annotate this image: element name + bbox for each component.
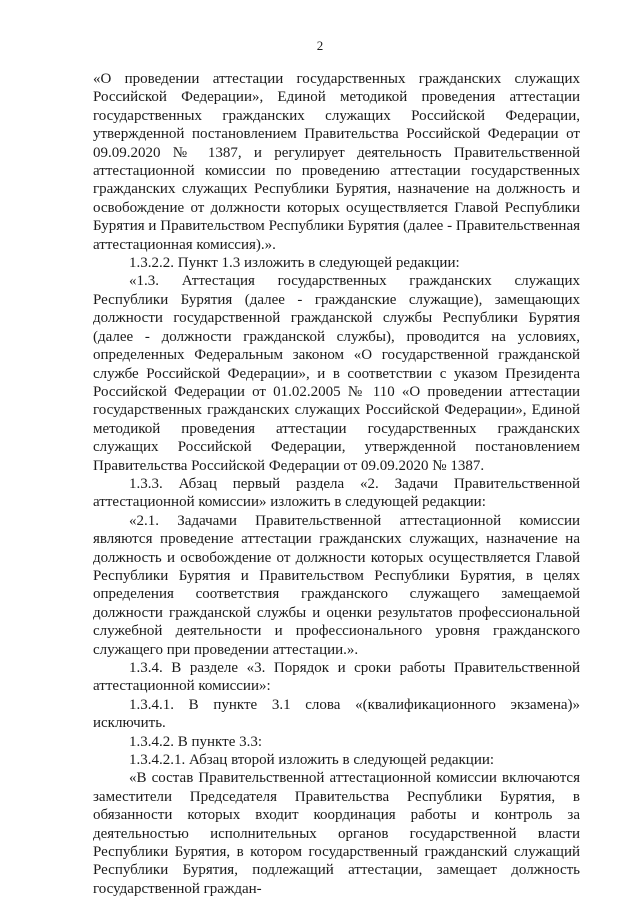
paragraph-quote-1-3: «1.3. Аттестация государственных гражданских служащих Республики Бурятия (далее - гражданские служащие), замещающих должности государственной гражданской службы Республики Бурятия (далее - должности гражданской службы), проводится на условиях, определенных Федеральным законом «О государственной гражданской службе Российской Федерации», и в соответствии с указом Президента Российской Федерации от 01.02.2005 № 110 «О проведении аттестации государственных гражданских служащих Российской Федерации», Единой методикой проведения аттестации государственных гражданских служащих Российской Федерации, утвержденной постановлением Правительства Российской Федерации от 09.09.2020 № 1387. (93, 273, 580, 474)
paragraph-quote-composition: «В состав Правительственной аттестационной комиссии включаются заместители Председателя Правительства Республики Бурятия, в обязанности которых входит координация работы и контроль за деятельностью исполнительных органов государственной власти Республики Бурятия, в котором государственный гражданский служащий Республики Бурятия, подлежащий аттестации, замещает должность государственной граждан- (93, 770, 580, 897)
paragraph-1-3-4: 1.3.4. В разделе «3. Порядок и сроки работы Правительственной аттестационной комиссии»: (93, 660, 580, 695)
paragraph-1-3-3: 1.3.3. Абзац первый раздела «2. Задачи Правительственной аттестационной комиссии» изложить в следующей редакции: (93, 475, 580, 511)
paragraph-continuation: «О проведении аттестации государственных гражданских служащих Российской Федерации», Единой методикой проведения аттестации государственных гражданских служащих Российской Федерации, утвержденной постановлением Правительства Российской Федерации от 09.09.2020 № 1387, и регулирует деятельность Правительственной аттестационной комиссии по проведению аттестации государственных гражданских служащих Республики Бурятия, назначение на должность и освобождение от должности которых осуществляется Главой Республики Бурятия и Правительством Республики Бурятия (далее - Правительственная аттестационная комиссия).». (93, 71, 580, 253)
paragraph-quote-2-1: «2.1. Задачами Правительственной аттестационной комиссии являются проведение аттестации гражданских служащих, назначение на должность и освобождение от должности которых осуществляется Главой Республики Бурятия и Правительством Республики Бурятия, в целях определения соответствия гражданского служащего замещаемой должности гражданской службы и оценки результатов профессиональной служебной деятельности и профессионального уровня гражданского служащего при проведении аттестации.». (93, 512, 580, 658)
paragraph-1-3-4-2-1: 1.3.4.2.1. Абзац второй изложить в следующей редакции: (129, 752, 495, 769)
paragraph-1-3-4-2: 1.3.4.2. В пункте 3.3: (129, 733, 263, 750)
paragraph-1-3-2-2: 1.3.2.2. Пункт 1.3 изложить в следующей редакции: (129, 255, 460, 272)
paragraph-1-3-4-1: 1.3.4.1. В пункте 3.1 слова «(квалификационного экзамена)» исключить. (93, 696, 580, 732)
document-body (93, 70, 580, 898)
page-number: 2 (316, 38, 324, 53)
